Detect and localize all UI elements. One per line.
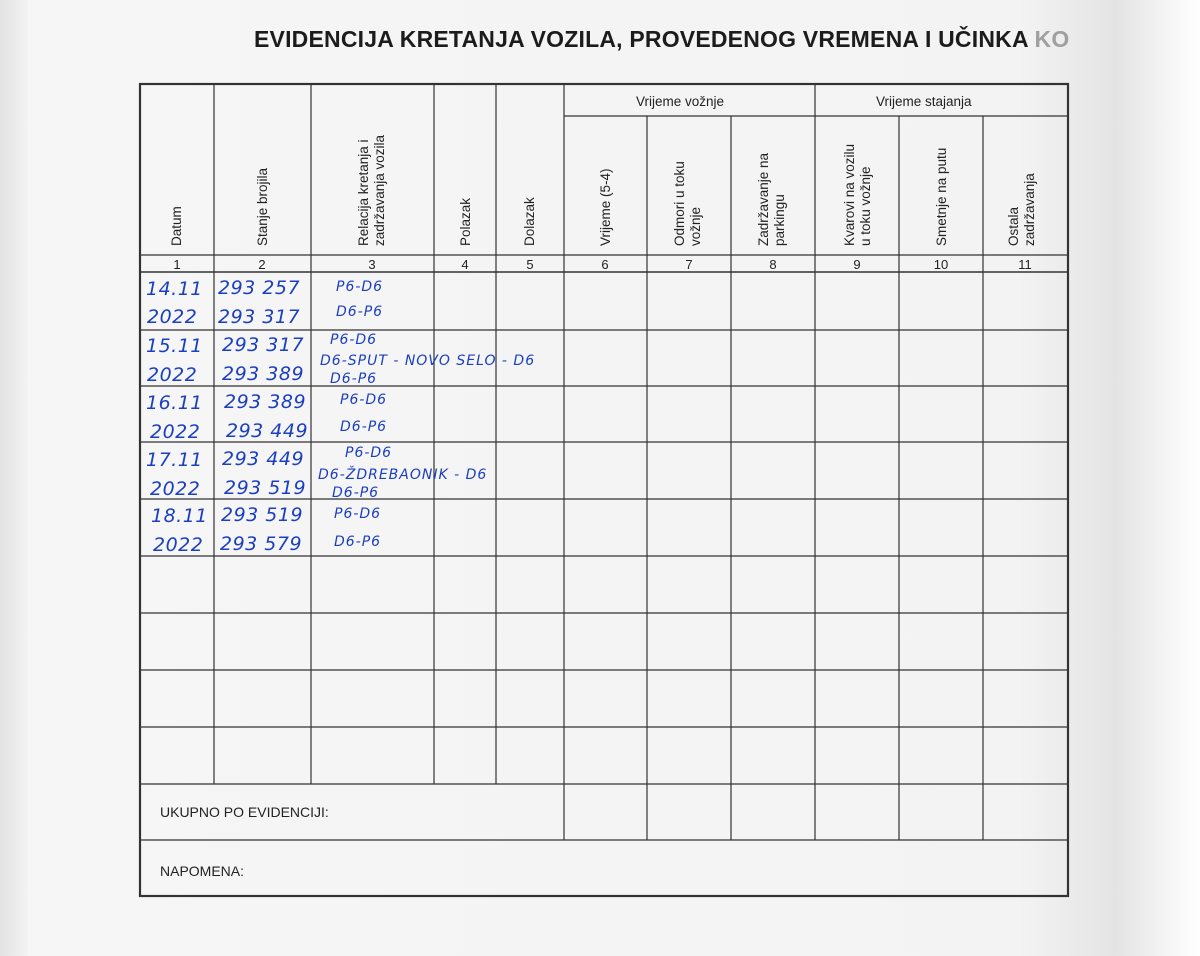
entry-date-day: 15.11 [146,335,203,357]
entry-odometer-start: 293 519 [221,504,304,526]
entry-date-year: 2022 [150,478,201,500]
entry-route: P6-D6 [334,506,382,522]
form-title-main: EVIDENCIJA KRETANJA VOZILA, PROVEDENOG VREMENA I UČINKA [254,26,1028,52]
entry-route: D6-ŽDREBAONIK - D6 [318,467,488,483]
col-header-odometer: Stanje brojila [255,167,270,246]
col-header-route: Relacija kretanja i zadržavanja vozila [356,134,387,246]
entry-odometer-end: 293 317 [218,306,301,328]
entry-odometer-end: 293 389 [222,363,305,385]
col-header-departure: Polazak [458,197,473,246]
entry-route: P6-D6 [330,332,378,348]
col-number: 8 [769,257,777,272]
entry-odometer-start: 293 389 [224,391,307,413]
group-stopping-time: Vrijeme stajanja [876,94,972,109]
col-number: 10 [933,257,949,272]
entry-route: P6-D6 [340,392,388,408]
entry-date-day: 16.11 [146,392,203,414]
entry-route: D6-P6 [332,485,380,501]
entry-date-day: 18.11 [151,505,208,527]
col-number: 6 [601,257,609,272]
col-number: 4 [461,257,469,272]
col-header-obstacles: Smetnje na putu [934,147,949,246]
entry-route: P6-D6 [336,279,384,295]
entry-date-day: 14.11 [146,278,203,300]
col-header-date: Datum [169,206,184,246]
entry-odometer-end: 293 519 [224,477,307,499]
col-header-arrival: Dolazak [522,197,537,246]
entry-date-year: 2022 [147,364,198,386]
form-title-cut: KO [1034,26,1070,52]
entry-route: D6-P6 [330,371,378,387]
col-number: 2 [258,257,266,272]
entry-date-year: 2022 [153,534,204,556]
note-label: NAPOMENA: [160,863,245,879]
col-number: 3 [368,257,376,272]
entry-date-year: 2022 [147,306,198,328]
entry-date-year: 2022 [150,421,201,443]
col-header-parking: Zadržavanje na parkingu [756,152,787,246]
col-number: 9 [853,257,861,272]
entry-odometer-start: 293 257 [218,277,301,299]
total-label: UKUPNO PO EVIDENCIJI: [160,804,329,820]
col-header-breakdowns: Kvarovi na vozilu u toku vožnje [842,143,873,246]
entry-route: D6-P6 [334,534,382,550]
entry-route: P6-D6 [345,445,393,461]
col-number: 11 [1018,257,1032,272]
col-number: 1 [173,257,181,272]
col-number: 7 [685,257,693,272]
entry-odometer-start: 293 317 [222,334,305,356]
entry-date-day: 17.11 [146,449,203,471]
entry-odometer-start: 293 449 [222,448,305,470]
entry-odometer-end: 293 449 [226,420,309,442]
col-header-time: Vrijeme (5-4) [598,168,613,246]
col-header-rest: Odmori u toku vožnje [672,161,703,246]
col-header-other: Ostala zadržavanja [1006,173,1037,246]
group-driving-time: Vrijeme vožnje [636,94,725,109]
entry-route: D6-SPUT - NOVO SELO - D6 [320,353,536,369]
entry-route: D6-P6 [340,419,388,435]
entry-odometer-end: 293 579 [220,533,303,555]
entry-route: D6-P6 [336,304,384,320]
col-number: 5 [526,257,534,272]
